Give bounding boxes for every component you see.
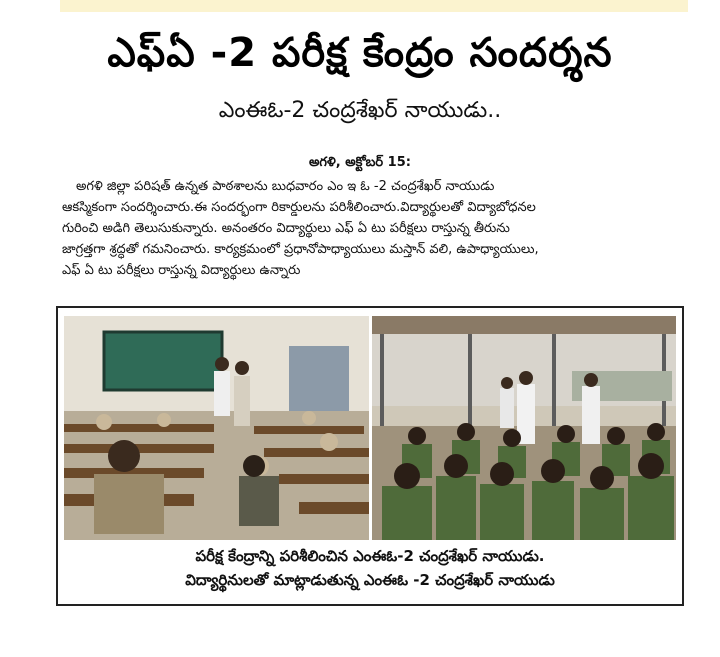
body-line: ఆకస్మికంగా సందర్శించారు.ఈ సందర్భంగా రికార్డులను పరిశీలించారు.విద్యార్థులతో విద్యాబోధనల xyxy=(62,200,536,215)
dateline: అగళి, అక్టోబర్ 15: xyxy=(309,155,411,170)
article-body xyxy=(62,176,680,281)
caption-line: విద్యార్థినులతో మాట్లాడుతున్న ఎంఈఓ -2 చంద్రశేఖర్ నాయుడు xyxy=(185,571,555,589)
subheadline: ఎంఈఓ-2 చంద్రశేఖర్ నాయుడు.. xyxy=(218,98,502,123)
photo-caption xyxy=(58,544,682,592)
body-line: అగళి జిల్లా పరిషత్ ఉన్నత పాఠశాలను బుధవారం ఎం ఇ ఓ -2 చంద్రశేఖర్ నాయుడు xyxy=(76,179,495,194)
top-strip xyxy=(60,0,688,12)
body-line: ఎఫ్ ఏ టు పరీక్షలు రాస్తున్న విద్యార్థులు ఉన్నారు xyxy=(62,263,301,278)
classroom-photo xyxy=(64,316,369,540)
body-line: గురించి అడిగి తెలుసుకున్నారు. అనంతరం విద్యార్థులు ఎఫ్ ఏ టు పరీక్షలు రాస్తున్న తీరును xyxy=(62,221,510,236)
students-outdoor-photo xyxy=(372,316,676,540)
body-line: జాగ్రత్తగా శ్రద్ధతో గమనించారు. కార్యక్రమంలో ప్రధానోపాధ్యాయులు మస్తాన్ వలి, ఉపాధ్యాయులు, xyxy=(62,242,539,257)
caption-line: పరీక్ష కేంద్రాన్ని పరిశీలించిన ఎంఈఓ-2 చంద్రశేఖర్ నాయుడు. xyxy=(195,547,545,565)
photo-frame xyxy=(56,306,684,606)
headline: ఎఫ్ఏ -2 పరీక్ష కేంద్రం సందర్శన xyxy=(107,30,613,76)
